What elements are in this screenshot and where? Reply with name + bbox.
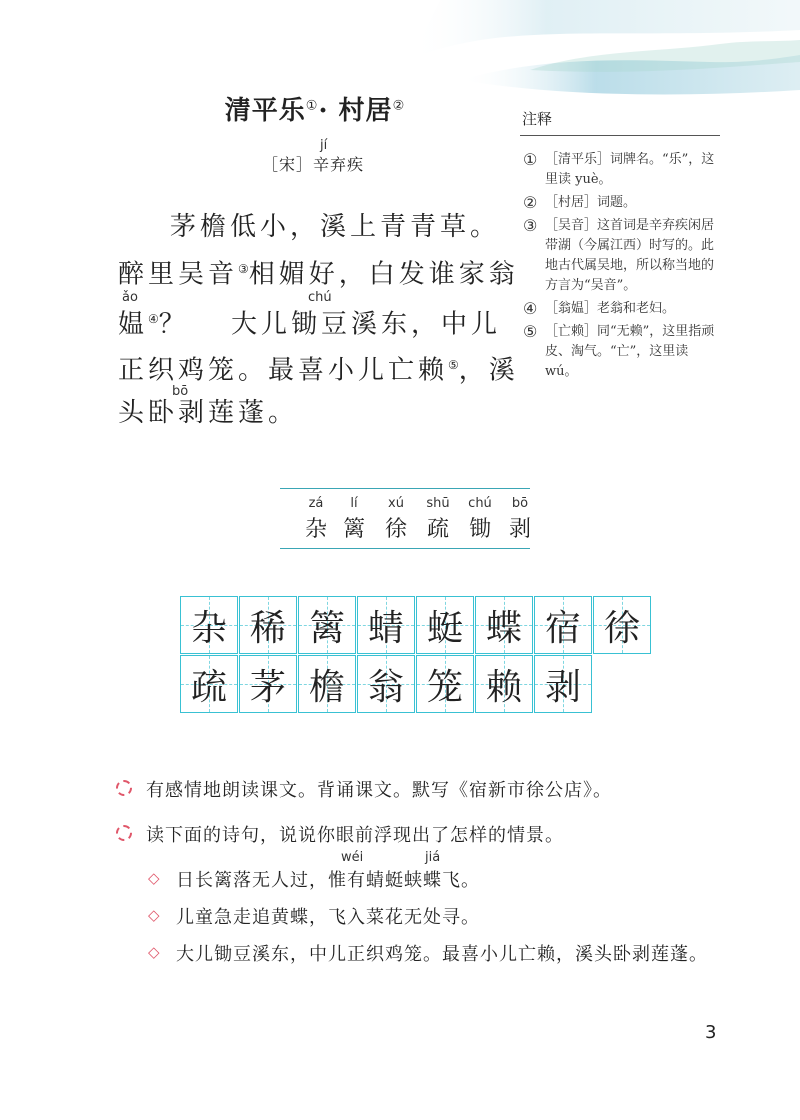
new-word-pinyin: chú — [468, 496, 492, 511]
poem-line-4-post: ，溪 — [458, 355, 519, 386]
exercise-2-line-1: 日长篱落无人过，惟有蜻蜓蛱蝶飞。 — [176, 870, 480, 891]
grid-cell — [357, 655, 415, 713]
grid-char: 笼 — [426, 666, 463, 708]
poem-line-5 — [118, 400, 298, 426]
note-item — [523, 322, 723, 382]
grid-cell — [416, 596, 474, 654]
watercolor-decoration — [380, 0, 800, 110]
poem-line-2 — [118, 256, 519, 288]
grid-cell — [298, 596, 356, 654]
grid-char: 疏 — [190, 666, 227, 708]
ruby-ao: ǎo — [122, 290, 138, 305]
diamond-bullet-icon: ◇ — [148, 906, 160, 924]
poem-line-4 — [118, 352, 519, 384]
poem-title — [200, 90, 430, 127]
exercise-circle-icon — [116, 780, 132, 796]
grid-cell — [593, 596, 651, 654]
grid-char: 徐 — [603, 607, 640, 649]
new-word-char: 锄 — [468, 517, 491, 542]
note-item — [523, 193, 723, 213]
new-word-pinyin: zá — [308, 496, 324, 511]
note-text: ［村居］词题。 — [545, 195, 637, 210]
new-word-pinyin: xú — [388, 496, 404, 511]
new-word-pinyin: lí — [350, 496, 358, 511]
new-word-char: 疏 — [426, 517, 449, 542]
new-words-top-rule — [280, 488, 530, 489]
note-number: ⑤ — [523, 322, 538, 341]
title-separator: · — [318, 96, 339, 126]
note-item — [523, 150, 723, 190]
grid-char: 稀 — [249, 607, 286, 649]
footnote-4: ④ — [148, 312, 159, 326]
exercise-2-text: 读下面的诗句，说说你眼前浮现出了怎样的情景。 — [146, 825, 564, 846]
footnote-5: ⑤ — [448, 358, 459, 372]
author-pinyin: jí — [320, 138, 328, 153]
note-text: ［清平乐］词牌名。“乐”，这里读 yuè。 — [545, 152, 715, 187]
grid-cell — [534, 596, 592, 654]
poem-line-1 — [170, 214, 500, 240]
grid-cell — [180, 596, 238, 654]
new-word-char: 篱 — [342, 517, 365, 542]
grid-char: 篱 — [308, 607, 345, 649]
new-words-bottom-rule — [280, 548, 530, 549]
title-part1: 清平乐 — [224, 96, 306, 126]
exercise-2-line-2: 儿童急走追黄蝶，飞入菜花无处寻。 — [176, 907, 480, 928]
diamond-bullet-icon: ◇ — [148, 943, 160, 961]
poem-line-4-pre: 正织鸡笼。最喜小儿亡赖 — [118, 355, 449, 386]
grid-char: 剥 — [544, 666, 581, 708]
title-part2: 村居 — [338, 96, 393, 126]
note-number: ① — [523, 150, 538, 169]
note-text: ［翁媪］老翁和老妇。 — [545, 301, 676, 316]
grid-char: 蜓 — [426, 607, 463, 649]
grid-cell — [239, 596, 297, 654]
new-word-char: 杂 — [304, 517, 327, 542]
poem-line-2-post: 相媚好，白发谁家翁 — [248, 259, 519, 290]
note-text: ［吴音］这首词是辛弃疾闲居带湖（今属江西）时写的。此地古代属吴地，所以称当地的方言为“吴音”。 — [545, 218, 715, 293]
title-footnote-1: ① — [305, 98, 319, 114]
ruby-bo: bō — [172, 384, 189, 399]
exercise-circle-icon — [116, 825, 132, 841]
diamond-bullet-icon: ◇ — [148, 869, 160, 887]
ruby-chu: chú — [308, 290, 332, 305]
title-footnote-2: ② — [392, 98, 406, 114]
grid-cell — [475, 655, 533, 713]
new-word-pinyin: bō — [511, 496, 529, 511]
page-number: 3 — [705, 1022, 717, 1043]
grid-cell — [416, 655, 474, 713]
new-word-pinyin: shū — [426, 496, 450, 511]
poem-line-3-pre: 媪 — [118, 309, 149, 340]
note-number: ④ — [523, 299, 538, 318]
grid-char: 檐 — [308, 666, 345, 708]
note-item — [523, 216, 723, 296]
notes-heading: 注释 — [522, 110, 553, 128]
poem-author: ［宋］辛弃疾 — [262, 155, 365, 174]
ruby-jia: jiá — [425, 850, 441, 865]
grid-char: 蝶 — [485, 607, 522, 649]
notes-divider — [520, 135, 720, 136]
exercise-2-line-3: 大儿锄豆溪东，中儿正织鸡笼。最喜小儿亡赖，溪头卧剥莲蓬。 — [176, 944, 708, 965]
poem-line-3-post: ？ 大儿锄豆溪东，中儿 — [158, 309, 502, 340]
note-number: ② — [523, 193, 538, 212]
grid-char: 蜻 — [367, 607, 404, 649]
grid-char: 杂 — [190, 607, 227, 649]
grid-char: 茅 — [249, 666, 286, 708]
note-number: ③ — [523, 216, 538, 235]
grid-cell — [357, 596, 415, 654]
grid-char: 翁 — [367, 666, 404, 708]
poem-line-2-pre: 醉里吴音 — [118, 259, 239, 290]
note-text: ［亡赖］同“无赖”，这里指顽皮、淘气。“亡”，这里读 wú。 — [545, 324, 715, 379]
grid-cell — [475, 596, 533, 654]
notes-list — [523, 150, 723, 385]
grid-cell — [298, 655, 356, 713]
ruby-wei: wéi — [341, 850, 364, 865]
poem-line-1-text: 茅檐低小，溪上青青草。 — [170, 212, 501, 242]
grid-char: 宿 — [544, 607, 581, 649]
footnote-3: ③ — [238, 262, 249, 276]
new-word-char: 剥 — [508, 517, 531, 542]
exercise-1-text: 有感情地朗读课文。背诵课文。默写《宿新市徐公店》。 — [146, 780, 612, 801]
note-item — [523, 299, 723, 319]
poem-line-5-text: 头卧剥莲蓬。 — [118, 398, 299, 428]
grid-cell — [180, 655, 238, 713]
new-word-char: 徐 — [384, 517, 407, 542]
grid-char: 赖 — [485, 666, 522, 708]
poem-line-3 — [118, 306, 501, 338]
grid-cell — [534, 655, 592, 713]
grid-cell — [239, 655, 297, 713]
